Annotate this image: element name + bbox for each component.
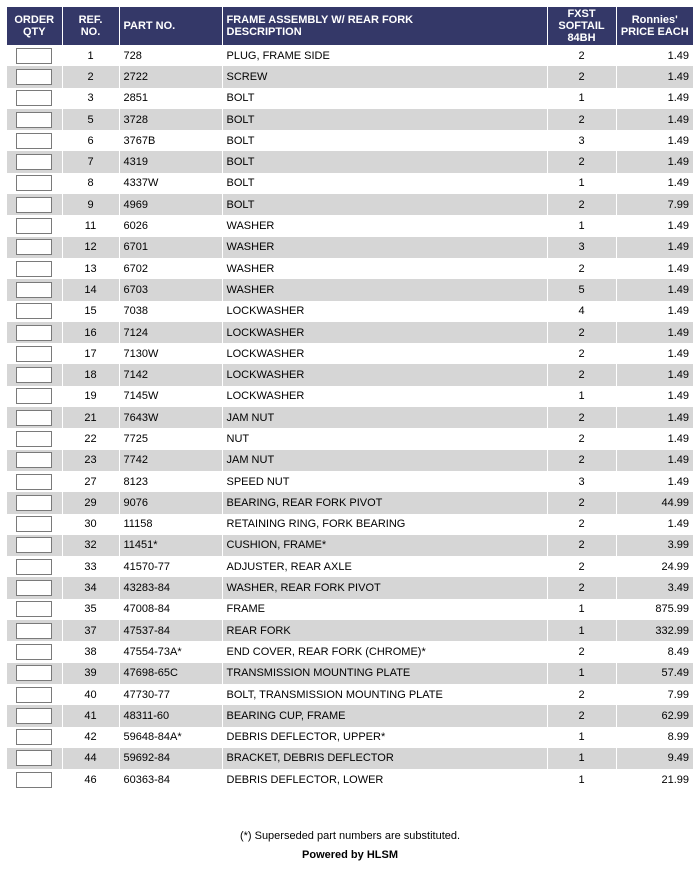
model-qty: 2 <box>547 641 616 662</box>
description: WASHER <box>222 279 547 300</box>
description: PLUG, FRAME SIDE <box>222 45 547 66</box>
part-no: 7725 <box>119 428 222 449</box>
model-qty: 2 <box>547 684 616 705</box>
price-each: 1.49 <box>616 258 693 279</box>
ref-no: 23 <box>62 450 119 471</box>
description: RETAINING RING, FORK BEARING <box>222 514 547 535</box>
table-row <box>7 88 693 109</box>
price-each: 1.49 <box>616 386 693 407</box>
description: ADJUSTER, REAR AXLE <box>222 556 547 577</box>
header-part-no: PART NO. <box>119 7 222 45</box>
description: JAM NUT <box>222 407 547 428</box>
order-qty-input[interactable] <box>16 367 52 383</box>
price-each: 7.99 <box>616 684 693 705</box>
order-qty-input[interactable] <box>16 239 52 255</box>
model-qty: 1 <box>547 769 616 790</box>
ref-no: 37 <box>62 620 119 641</box>
description: BOLT <box>222 130 547 151</box>
table-row <box>7 641 693 662</box>
table-row <box>7 194 693 215</box>
ref-no: 30 <box>62 514 119 535</box>
price-each: 3.49 <box>616 577 693 598</box>
part-no: 2851 <box>119 88 222 109</box>
order-qty-cell <box>7 173 62 194</box>
order-qty-cell <box>7 407 62 428</box>
order-qty-cell <box>7 599 62 620</box>
ref-no: 46 <box>62 769 119 790</box>
order-qty-cell <box>7 663 62 684</box>
model-qty: 1 <box>547 727 616 748</box>
table-row <box>7 556 693 577</box>
ref-no: 22 <box>62 428 119 449</box>
model-qty: 3 <box>547 237 616 258</box>
table-row <box>7 364 693 385</box>
table-row <box>7 535 693 556</box>
part-no: 3728 <box>119 109 222 130</box>
model-qty: 2 <box>547 194 616 215</box>
ref-no: 18 <box>62 364 119 385</box>
table-row <box>7 407 693 428</box>
parts-table <box>7 7 693 790</box>
description: END COVER, REAR FORK (CHROME)* <box>222 641 547 662</box>
header-price: Ronnies' PRICE EACH <box>616 7 693 45</box>
ref-no: 5 <box>62 109 119 130</box>
model-qty: 5 <box>547 279 616 300</box>
ref-no: 40 <box>62 684 119 705</box>
order-qty-input[interactable] <box>16 452 52 468</box>
description: WASHER <box>222 215 547 236</box>
model-qty: 2 <box>547 343 616 364</box>
order-qty-input[interactable] <box>16 495 52 511</box>
part-no: 47554-73A* <box>119 641 222 662</box>
table-row <box>7 301 693 322</box>
ref-no: 6 <box>62 130 119 151</box>
order-qty-input[interactable] <box>16 729 52 745</box>
order-qty-cell <box>7 471 62 492</box>
description: BOLT, TRANSMISSION MOUNTING PLATE <box>222 684 547 705</box>
order-qty-input[interactable] <box>16 112 52 128</box>
price-each: 1.49 <box>616 343 693 364</box>
order-qty-input[interactable] <box>16 325 52 341</box>
price-each: 44.99 <box>616 492 693 513</box>
order-qty-input[interactable] <box>16 537 52 553</box>
order-qty-input[interactable] <box>16 559 52 575</box>
price-each: 1.49 <box>616 88 693 109</box>
model-qty: 1 <box>547 620 616 641</box>
table-row <box>7 258 693 279</box>
description: LOCKWASHER <box>222 386 547 407</box>
model-qty: 2 <box>547 66 616 87</box>
model-qty: 2 <box>547 364 616 385</box>
order-qty-cell <box>7 279 62 300</box>
part-no: 6703 <box>119 279 222 300</box>
description: JAM NUT <box>222 450 547 471</box>
table-row <box>7 663 693 684</box>
part-no: 7742 <box>119 450 222 471</box>
header-ref-no: REF. NO. <box>62 7 119 45</box>
description: WASHER <box>222 237 547 258</box>
table-row <box>7 599 693 620</box>
description: TRANSMISSION MOUNTING PLATE <box>222 663 547 684</box>
part-no: 6701 <box>119 237 222 258</box>
price-each: 1.49 <box>616 151 693 172</box>
part-no: 7124 <box>119 322 222 343</box>
order-qty-input[interactable] <box>16 346 52 362</box>
description: SPEED NUT <box>222 471 547 492</box>
part-no: 4319 <box>119 151 222 172</box>
description: BOLT <box>222 151 547 172</box>
ref-no: 19 <box>62 386 119 407</box>
price-each: 1.49 <box>616 450 693 471</box>
ref-no: 3 <box>62 88 119 109</box>
superseded-note: (*) Superseded part numbers are substituted. <box>239 830 461 842</box>
model-qty: 1 <box>547 173 616 194</box>
order-qty-cell <box>7 492 62 513</box>
order-qty-input[interactable] <box>16 708 52 724</box>
ref-no: 15 <box>62 301 119 322</box>
model-qty: 2 <box>547 109 616 130</box>
model-qty: 3 <box>547 130 616 151</box>
ref-no: 11 <box>62 215 119 236</box>
ref-no: 7 <box>62 151 119 172</box>
price-each: 8.99 <box>616 727 693 748</box>
description: DEBRIS DEFLECTOR, UPPER* <box>222 727 547 748</box>
model-qty: 2 <box>547 577 616 598</box>
ref-no: 2 <box>62 66 119 87</box>
order-qty-cell <box>7 514 62 535</box>
part-no: 6702 <box>119 258 222 279</box>
price-each: 1.49 <box>616 215 693 236</box>
ref-no: 14 <box>62 279 119 300</box>
order-qty-cell <box>7 130 62 151</box>
ref-no: 8 <box>62 173 119 194</box>
header-order-qty: ORDER QTY <box>7 7 62 45</box>
order-qty-cell <box>7 66 62 87</box>
ref-no: 39 <box>62 663 119 684</box>
model-qty: 1 <box>547 215 616 236</box>
description: BOLT <box>222 109 547 130</box>
ref-no: 44 <box>62 748 119 769</box>
price-each: 21.99 <box>616 769 693 790</box>
order-qty-input[interactable] <box>16 750 52 766</box>
header-model-qty: FXST SOFTAIL 84BH <box>547 7 616 45</box>
model-qty: 2 <box>547 450 616 471</box>
order-qty-cell <box>7 727 62 748</box>
order-qty-input[interactable] <box>16 388 52 404</box>
ref-no: 1 <box>62 45 119 66</box>
table-row <box>7 705 693 726</box>
table-row <box>7 173 693 194</box>
price-each: 1.49 <box>616 45 693 66</box>
order-qty-cell <box>7 577 62 598</box>
table-row <box>7 620 693 641</box>
order-qty-cell <box>7 45 62 66</box>
description: CUSHION, FRAME* <box>222 535 547 556</box>
part-no: 7142 <box>119 364 222 385</box>
price-each: 1.49 <box>616 279 693 300</box>
model-qty: 1 <box>547 748 616 769</box>
table-row <box>7 471 693 492</box>
order-qty-cell <box>7 151 62 172</box>
order-qty-input[interactable] <box>16 154 52 170</box>
part-no: 8123 <box>119 471 222 492</box>
model-qty: 2 <box>547 45 616 66</box>
order-qty-input[interactable] <box>16 687 52 703</box>
order-qty-cell <box>7 705 62 726</box>
order-qty-cell <box>7 428 62 449</box>
order-qty-cell <box>7 450 62 471</box>
part-no: 47008-84 <box>119 599 222 620</box>
ref-no: 9 <box>62 194 119 215</box>
order-qty-input[interactable] <box>16 197 52 213</box>
order-qty-input[interactable] <box>16 665 52 681</box>
order-qty-cell <box>7 343 62 364</box>
part-no: 59692-84 <box>119 748 222 769</box>
description: WASHER <box>222 258 547 279</box>
model-qty: 1 <box>547 88 616 109</box>
description: BOLT <box>222 173 547 194</box>
part-no: 4337W <box>119 173 222 194</box>
table-row <box>7 386 693 407</box>
table-row <box>7 577 693 598</box>
price-each: 1.49 <box>616 322 693 343</box>
table-row <box>7 492 693 513</box>
order-qty-input[interactable] <box>16 175 52 191</box>
price-each: 24.99 <box>616 556 693 577</box>
description: BEARING CUP, FRAME <box>222 705 547 726</box>
part-no: 9076 <box>119 492 222 513</box>
table-row <box>7 45 693 66</box>
table-row <box>7 322 693 343</box>
part-no: 4969 <box>119 194 222 215</box>
description: SCREW <box>222 66 547 87</box>
description: LOCKWASHER <box>222 301 547 322</box>
price-each: 1.49 <box>616 66 693 87</box>
table-row <box>7 748 693 769</box>
order-qty-cell <box>7 641 62 662</box>
ref-no: 35 <box>62 599 119 620</box>
part-no: 59648-84A* <box>119 727 222 748</box>
order-qty-cell <box>7 322 62 343</box>
order-qty-cell <box>7 620 62 641</box>
part-no: 728 <box>119 45 222 66</box>
part-no: 7130W <box>119 343 222 364</box>
model-qty: 1 <box>547 663 616 684</box>
model-qty: 2 <box>547 492 616 513</box>
ref-no: 27 <box>62 471 119 492</box>
model-qty: 2 <box>547 556 616 577</box>
price-each: 7.99 <box>616 194 693 215</box>
order-qty-input[interactable] <box>16 516 52 532</box>
order-qty-cell <box>7 258 62 279</box>
powered-by: Powered by HLSM <box>302 849 398 861</box>
table-row <box>7 450 693 471</box>
order-qty-input[interactable] <box>16 261 52 277</box>
table-row <box>7 428 693 449</box>
ref-no: 17 <box>62 343 119 364</box>
table-row <box>7 66 693 87</box>
order-qty-input[interactable] <box>16 772 52 788</box>
model-qty: 2 <box>547 407 616 428</box>
description: REAR FORK <box>222 620 547 641</box>
price-each: 1.49 <box>616 471 693 492</box>
model-qty: 4 <box>547 301 616 322</box>
model-qty: 2 <box>547 151 616 172</box>
model-qty: 2 <box>547 258 616 279</box>
ref-no: 41 <box>62 705 119 726</box>
part-no: 3767B <box>119 130 222 151</box>
order-qty-cell <box>7 535 62 556</box>
ref-no: 12 <box>62 237 119 258</box>
price-each: 9.49 <box>616 748 693 769</box>
part-no: 60363-84 <box>119 769 222 790</box>
order-qty-input[interactable] <box>16 644 52 660</box>
order-qty-cell <box>7 109 62 130</box>
table-row <box>7 237 693 258</box>
order-qty-cell <box>7 769 62 790</box>
order-qty-input[interactable] <box>16 474 52 490</box>
part-no: 43283-84 <box>119 577 222 598</box>
description: BRACKET, DEBRIS DEFLECTOR <box>222 748 547 769</box>
description: WASHER, REAR FORK PIVOT <box>222 577 547 598</box>
table-row <box>7 769 693 790</box>
order-qty-input[interactable] <box>16 601 52 617</box>
model-qty: 1 <box>547 386 616 407</box>
model-qty: 2 <box>547 535 616 556</box>
price-each: 3.99 <box>616 535 693 556</box>
part-no: 48311-60 <box>119 705 222 726</box>
order-qty-cell <box>7 215 62 236</box>
order-qty-input[interactable] <box>16 133 52 149</box>
order-qty-input[interactable] <box>16 303 52 319</box>
price-each: 8.49 <box>616 641 693 662</box>
description: DEBRIS DEFLECTOR, LOWER <box>222 769 547 790</box>
price-each: 332.99 <box>616 620 693 641</box>
table-row <box>7 727 693 748</box>
order-qty-input[interactable] <box>16 580 52 596</box>
price-each: 1.49 <box>616 514 693 535</box>
table-row <box>7 130 693 151</box>
description: FRAME <box>222 599 547 620</box>
table-row <box>7 684 693 705</box>
part-no: 7145W <box>119 386 222 407</box>
description: BOLT <box>222 88 547 109</box>
model-qty: 2 <box>547 514 616 535</box>
table-row <box>7 215 693 236</box>
description: BEARING, REAR FORK PIVOT <box>222 492 547 513</box>
part-no: 47698-65C <box>119 663 222 684</box>
description: LOCKWASHER <box>222 322 547 343</box>
order-qty-cell <box>7 556 62 577</box>
price-each: 1.49 <box>616 109 693 130</box>
description: BOLT <box>222 194 547 215</box>
part-no: 47730-77 <box>119 684 222 705</box>
order-qty-cell <box>7 88 62 109</box>
price-each: 62.99 <box>616 705 693 726</box>
ref-no: 32 <box>62 535 119 556</box>
part-no: 2722 <box>119 66 222 87</box>
part-no: 7643W <box>119 407 222 428</box>
ref-no: 29 <box>62 492 119 513</box>
price-each: 1.49 <box>616 364 693 385</box>
price-each: 1.49 <box>616 237 693 258</box>
description: LOCKWASHER <box>222 343 547 364</box>
part-no: 41570-77 <box>119 556 222 577</box>
model-qty: 3 <box>547 471 616 492</box>
part-no: 6026 <box>119 215 222 236</box>
price-each: 1.49 <box>616 407 693 428</box>
order-qty-input[interactable] <box>16 218 52 234</box>
price-each: 1.49 <box>616 428 693 449</box>
ref-no: 13 <box>62 258 119 279</box>
order-qty-input[interactable] <box>16 431 52 447</box>
table-row <box>7 151 693 172</box>
table-row <box>7 279 693 300</box>
price-each: 875.99 <box>616 599 693 620</box>
price-each: 1.49 <box>616 130 693 151</box>
description: NUT <box>222 428 547 449</box>
ref-no: 34 <box>62 577 119 598</box>
part-no: 11451* <box>119 535 222 556</box>
order-qty-cell <box>7 748 62 769</box>
order-qty-input[interactable] <box>16 623 52 639</box>
model-qty: 1 <box>547 599 616 620</box>
ref-no: 38 <box>62 641 119 662</box>
ref-no: 16 <box>62 322 119 343</box>
price-each: 1.49 <box>616 301 693 322</box>
part-no: 47537-84 <box>119 620 222 641</box>
table-row <box>7 109 693 130</box>
order-qty-cell <box>7 301 62 322</box>
description: LOCKWASHER <box>222 364 547 385</box>
order-qty-cell <box>7 364 62 385</box>
price-each: 57.49 <box>616 663 693 684</box>
order-qty-input[interactable] <box>16 90 52 106</box>
ref-no: 33 <box>62 556 119 577</box>
order-qty-cell <box>7 684 62 705</box>
model-qty: 2 <box>547 705 616 726</box>
order-qty-input[interactable] <box>16 410 52 426</box>
order-qty-input[interactable] <box>16 48 52 64</box>
order-qty-cell <box>7 237 62 258</box>
table-header-row <box>7 7 693 45</box>
model-qty: 2 <box>547 322 616 343</box>
table-row <box>7 514 693 535</box>
order-qty-input[interactable] <box>16 282 52 298</box>
part-no: 11158 <box>119 514 222 535</box>
part-no: 7038 <box>119 301 222 322</box>
order-qty-cell <box>7 194 62 215</box>
ref-no: 21 <box>62 407 119 428</box>
model-qty: 2 <box>547 428 616 449</box>
table-row <box>7 343 693 364</box>
header-description: FRAME ASSEMBLY W/ REAR FORK DESCRIPTION <box>222 7 547 45</box>
ref-no: 42 <box>62 727 119 748</box>
price-each: 1.49 <box>616 173 693 194</box>
order-qty-cell <box>7 386 62 407</box>
order-qty-input[interactable] <box>16 69 52 85</box>
